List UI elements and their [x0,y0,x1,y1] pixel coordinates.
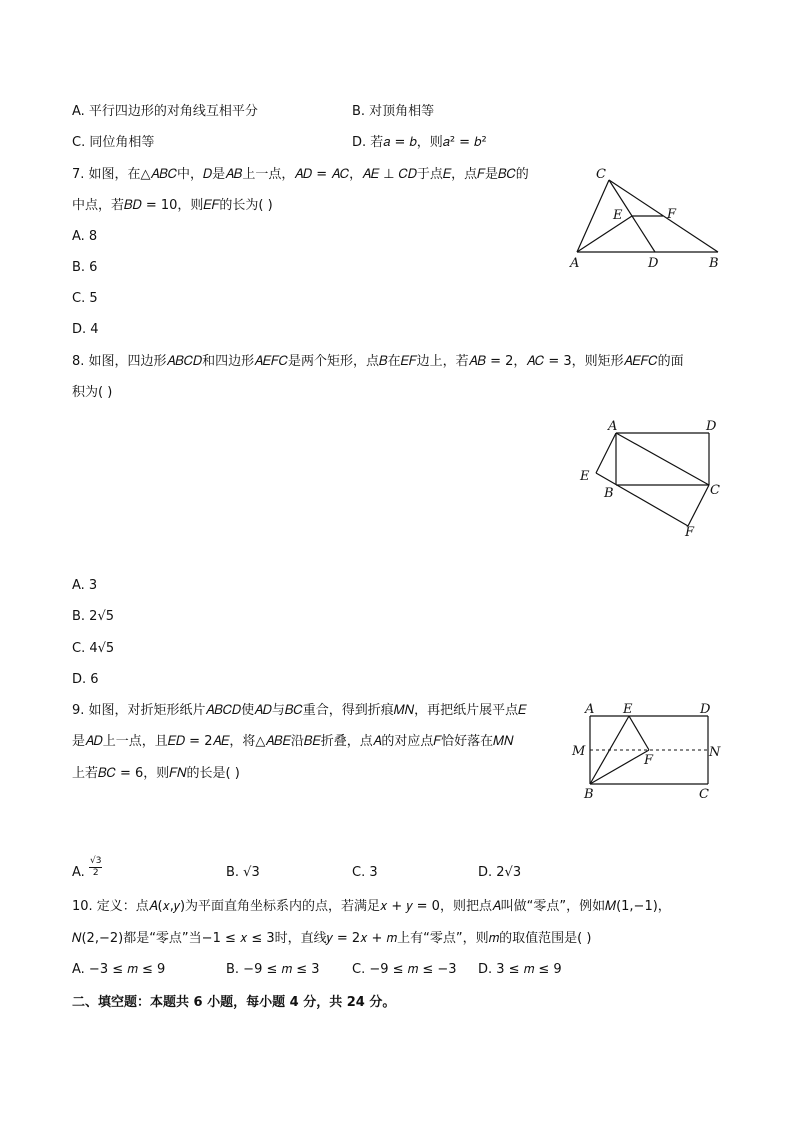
q9-label-m: M [572,744,586,759]
q10-option-b: B. −9 ≤ 𝑚 ≤ 3 [226,962,320,977]
q9-option-d: D. 2√3 [478,865,522,880]
q10-option-d: D. 3 ≤ 𝑚 ≤ 9 [478,962,562,977]
q9-stem-line-3: 上若𝐵𝐶 = 6，则𝐹𝑁的长是( ) [72,766,240,781]
q9-stem-line-2: 是𝐴𝐷上一点，且𝐸𝐷 = 2𝐴𝐸，将△𝐴𝐵𝐸沿𝐵𝐸折叠，点𝐴的对应点𝐹恰好落在𝑀𝑁 [72,734,514,749]
q8-option-a: A. 3 [72,578,98,593]
q10-stem-line-1: 10. 定义：点𝐴(𝑥,𝑦)为平面直角坐标系内的点，若满足𝑥 + 𝑦 = 0，则把点𝐴叫做“零点”，例如𝑀(1,−1)， [72,899,671,914]
q10-stem-line-2: 𝑁(2,−2)都是“零点”当−1 ≤ 𝑥 ≤ 3时，直线𝑦 = 2𝑥 + 𝑚上有“零点”，则𝑚的取值范围是( ) [72,931,592,946]
q9-label-c: C [699,787,709,802]
q9-option-a-denominator: 2 [92,868,99,878]
q8-segment-fc [688,485,709,526]
q6-option-a: A. 平行四边形的对角线互相平分 [72,104,258,119]
q8-label-d: D [706,419,717,434]
q10-option-a: A. −3 ≤ 𝑚 ≤ 9 [72,962,166,977]
q9-segment-bf [590,750,649,784]
q8-option-d: D. 6 [72,672,99,687]
q7-option-c: C. 5 [72,291,98,306]
q9-label-f: F [644,753,654,768]
q8-segment-ac [616,433,709,485]
q7-stem-line-1: 7. 如图，在△𝐴𝐵𝐶中，𝐷是𝐴𝐵上一点，𝐴𝐷 = 𝐴𝐶，𝐴𝐸 ⊥ 𝐶𝐷于点𝐸，点𝐹是𝐵𝐶的 [72,167,529,182]
q9-label-n: N [709,745,721,760]
q7-label-a: A [570,256,580,271]
q7-label-e: E [613,208,623,223]
q8-label-f: F [685,525,695,540]
q7-stem-line-2: 中点，若𝐵𝐷 = 10，则𝐸𝐹的长为( ) [72,198,273,213]
q8-option-c: C. 4√5 [72,641,115,656]
q9-segment-ef [629,716,649,750]
q9-option-b: B. √3 [226,865,260,880]
q7-label-b: B [709,256,719,271]
q9-option-c: C. 3 [352,865,378,880]
q6-option-d: D. 若𝑎 = 𝑏，则𝑎² = 𝑏² [352,135,487,150]
q8-stem-line-1: 8. 如图，四边形𝐴𝐵𝐶𝐷和四边形𝐴𝐸𝐹𝐶是两个矩形，点𝐵在𝐸𝐹边上，若𝐴𝐵 = 2，𝐴𝐶 = 3，则矩形𝐴𝐸𝐹𝐶的面 [72,354,684,369]
q9-label-d: D [700,702,711,717]
q7-option-a: A. 8 [72,229,98,244]
q8-stem-line-2: 积为( ) [72,385,113,400]
q7-label-c: C [596,167,606,182]
q9-fold-figure [566,698,726,808]
q8-label-c: C [710,483,720,498]
q9-label-e: E [623,702,633,717]
q7-label-f: F [667,207,677,222]
q9-option-a-fraction [89,856,102,879]
q7-option-d: D. 4 [72,322,99,337]
q9-option-a-numerator: √3 [90,856,102,866]
q8-label-b: B [604,486,614,501]
q8-label-e: E [580,469,590,484]
q9-option-a-prefix: A. [72,865,85,880]
q9-stem-line-1: 9. 如图，对折矩形纸片𝐴𝐵𝐶𝐷使𝐴𝐷与𝐵𝐶重合，得到折痕𝑀𝑁，再把纸片展平点𝐸 [72,703,527,718]
q7-label-d: D [648,256,659,271]
q9-label-a: A [585,702,595,717]
q7-triangle-figure [560,160,730,280]
q6-option-c: C. 同位角相等 [72,135,155,150]
q8-segment-ae [596,433,616,473]
q8-rectangles-figure [570,412,730,542]
q9-label-b: B [584,787,594,802]
q7-option-b: B. 6 [72,260,98,275]
q10-option-c: C. −9 ≤ 𝑚 ≤ −3 [352,962,457,977]
q8-label-a: A [608,419,618,434]
q7-segment-cb [609,180,718,252]
q8-option-b: B. 2√5 [72,609,115,624]
section-2-heading: 二、填空题：本题共 6 小题，每小题 4 分，共 24 分。 [72,995,396,1010]
q6-option-b: B. 对顶角相等 [352,104,435,119]
